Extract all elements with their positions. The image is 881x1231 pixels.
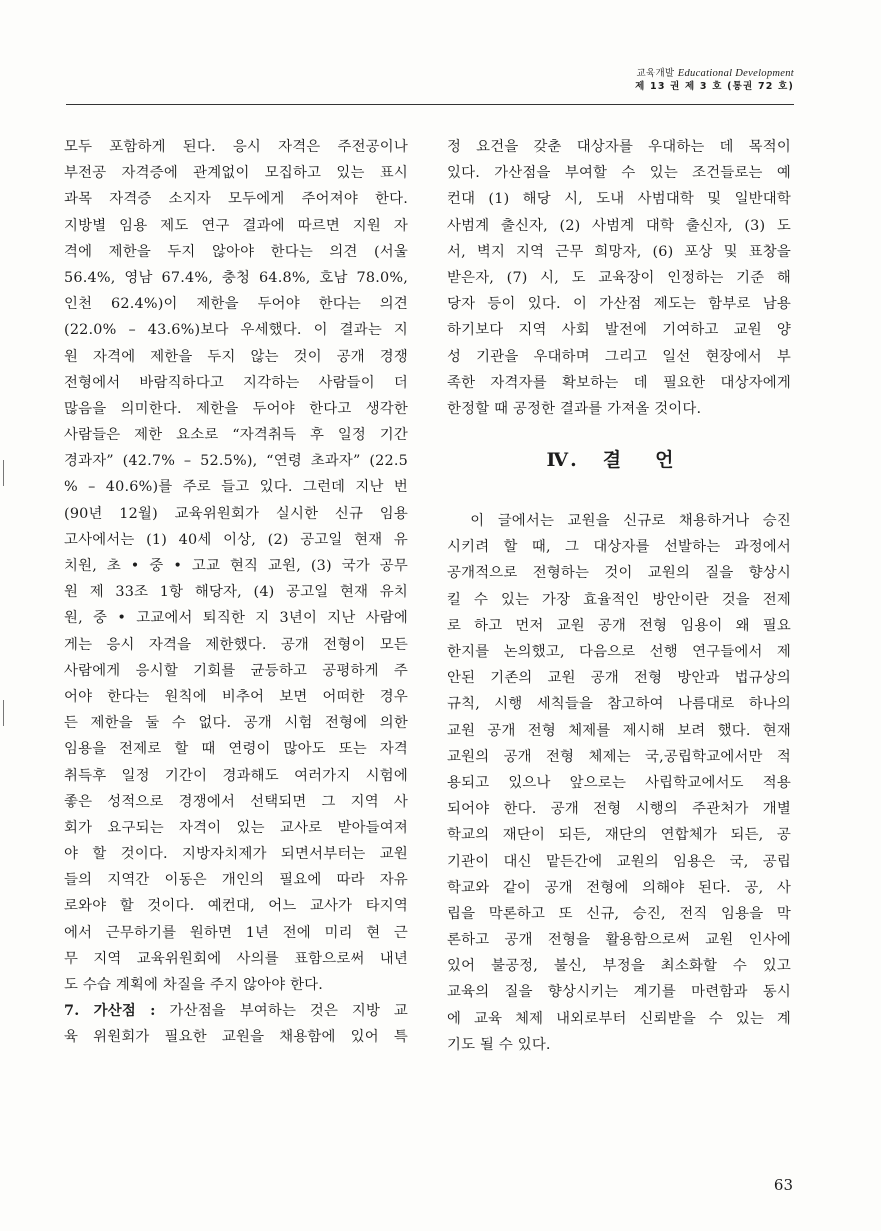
item-7-text: 가산점을 부여하는 것은 지방 교	[155, 1003, 408, 1020]
conclusion-line: 되어야 한다. 공개 전형 시행의 주관처가 개별	[447, 801, 791, 818]
right-column-top-line: 성 기관을 우대하며 그리고 일선 현장에서 부	[447, 348, 791, 365]
left-column-line: 모두 포함하게 된다. 응시 자격은 주전공이나	[64, 139, 408, 155]
right-column-top-line: 받은자, (7) 시, 도 교육장이 인정하는 기준 해	[447, 269, 791, 286]
item-7-label: 7. 가산점 :	[64, 1002, 156, 1020]
conclusion-body	[447, 508, 791, 1058]
left-column-line: 사람들은 제한 요소로 “자격취득 후 일정 기간	[64, 427, 408, 444]
left-column-line: 로와야 할 것이다. 예컨대, 어느 교사가 타지역	[64, 898, 408, 915]
right-column-top-line: 컨대 (1) 해당 시, 도내 사범대학 및 일반대학	[447, 191, 791, 208]
conclusion-line: 교원의 공개 전형 체제는 국,공립학교에서만 적	[447, 748, 791, 765]
journal-title	[635, 68, 794, 80]
left-column-line: 들의 지역간 이동은 개인의 필요에 따라 자유	[64, 872, 408, 889]
conclusion-line: 교원 공개 전형 체제를 제시해 보려 했다. 현재	[447, 722, 791, 739]
left-column-line: (90년 12월) 교육위원회가 실시한 신규 임용	[64, 505, 408, 522]
left-column-line: 지방별 임용 제도 연구 결과에 따르면 지원 자	[64, 217, 408, 234]
section-title-word-1: 결	[602, 449, 624, 472]
right-column-top-line: 하기보다 지역 사회 발전에 기여하고 교원 양	[447, 322, 791, 339]
right-column-top-body	[447, 134, 791, 422]
left-column-line: (22.0% – 43.6%)보다 우세했다. 이 결과는 지	[64, 322, 408, 339]
left-column-line: 야 할 것이다. 지방자치제가 되면서부터는 교원	[64, 846, 408, 863]
right-column-top-line: 족한 자격자를 확보하는 데 필요한 대상자에게	[447, 374, 791, 391]
conclusion-line: 시키려 할 때, 그 대상자를 선발하는 과정에서	[447, 539, 791, 556]
section-number: Ⅳ.	[546, 449, 579, 472]
left-column-line: 사람에게 응시할 기회를 균등하고 공평하게 주	[64, 662, 408, 679]
left-column-line: 고사에서는 (1) 40세 이상, (2) 공고일 현재 유	[64, 531, 408, 548]
conclusion-line: 용되고 있으나 앞으로는 사립학교에서도 적용	[447, 774, 791, 791]
left-column-line: 부전공 자격증에 관계없이 모집하고 있는 표시	[64, 165, 408, 182]
left-column-line: 인천 62.4%)이 제한을 두어야 한다는 의견	[64, 296, 408, 313]
right-column-top-line: 있다. 가산점을 부여할 수 있는 조건들로는 예	[447, 165, 791, 182]
issue-info: 제 13 권 제 3 호 (통권 72 호)	[635, 81, 794, 92]
right-column-top-line: 한정할 때 공정한 결과를 가져올 것이다.	[447, 400, 702, 417]
right-column-top-line: 사범계 출신자, (2) 사범계 대학 출신자, (3) 도	[447, 217, 791, 234]
left-column	[64, 134, 408, 1051]
left-column-line: 경과자” (42.7% – 52.5%), “연령 초과자” (22.5	[64, 453, 408, 470]
conclusion-line: 로 하고 먼저 교원 공개 전형 임용이 왜 필요	[447, 617, 791, 634]
journal-title-korean: 교육개발	[636, 68, 675, 79]
section-heading	[447, 442, 791, 478]
left-column-line: 많음을 의미한다. 제한을 두어야 한다고 생각한	[64, 400, 408, 417]
left-column-line: 에서 근무하기를 원하면 1년 전에 미리 현 근	[64, 924, 408, 941]
conclusion-line: 한지를 논의했고, 다음으로 선행 연구들에서 제	[447, 644, 791, 660]
conclusion-line: 에 교육 체제 내외로부터 신뢰받을 수 있는 계	[447, 1010, 791, 1027]
right-column-top-line: 서, 벽지 지역 근무 희망자, (6) 포상 및 표창을	[447, 243, 791, 260]
left-column-line: 무 지역 교육위원회에 사의를 표함으로써 내년	[64, 950, 408, 967]
left-column-line: 취득후 일정 기간이 경과해도 여러가지 시험에	[64, 767, 408, 784]
left-column-line: 임용을 전제로 할 때 연령이 많아도 또는 자격	[64, 741, 408, 758]
left-column-line: 게는 응시 자격을 제한했다. 공개 전형이 모든	[64, 636, 408, 653]
running-header	[635, 68, 794, 94]
left-column-line: 어야 한다는 원칙에 비추어 보면 어떠한 경우	[64, 688, 408, 705]
left-column-line: 원 제 33조 1항 해당자, (4) 공고일 현재 유치	[64, 584, 408, 601]
conclusion-line: 립을 막론하고 또 신규, 승진, 전직 임용을 막	[447, 905, 791, 922]
conclusion-line: 학교와 같이 공개 전형에 의해야 된다. 공, 사	[447, 879, 791, 896]
item-7-line-1	[64, 998, 408, 1024]
right-column-top-line: 당자 등이 있다. 이 가산점 제도는 함부로 남용	[447, 296, 791, 313]
header-rule	[66, 104, 794, 105]
conclusion-line: 공개적으로 전형하는 것이 교원의 질을 향상시	[447, 565, 791, 582]
left-column-line: 전형에서 바람직하다고 지각하는 사람들이 더	[64, 374, 408, 391]
left-column-line: 든 제한을 둘 수 없다. 공개 시험 전형에 의한	[64, 715, 408, 732]
conclusion-line: 론하고 공개 전형을 활용함으로써 교원 인사에	[447, 932, 791, 949]
conclusion-line: 있어 불공정, 불신, 부정을 최소화할 수 있고	[447, 958, 791, 975]
conclusion-line: 규칙, 시행 세칙들을 참고하여 나름대로 하나의	[447, 696, 791, 713]
conclusion-line: 학교의 재단이 되든, 재단의 연합체가 되든, 공	[447, 827, 791, 844]
conclusion-line: 안된 기존의 교원 공개 전형 방안과 법규상의	[447, 670, 791, 687]
left-column-line: 56.4%, 영남 67.4%, 충청 64.8%, 호남 78.0%,	[64, 269, 408, 286]
left-column-line: % – 40.6%)를 주로 들고 있다. 그런데 지난 번	[64, 479, 408, 496]
left-column-line: 원, 중 • 고교에서 퇴직한 지 3년이 지난 사람에	[64, 610, 408, 627]
conclusion-line: 기도 될 수 있다.	[447, 1036, 551, 1053]
left-column-line: 회가 요구되는 자격이 있는 교사로 받아들여져	[64, 819, 408, 836]
left-column-line: 격에 제한을 두지 않아야 한다는 의견 (서울	[64, 243, 408, 260]
margin-mark	[3, 700, 4, 726]
section-title-word-2: 언	[655, 449, 676, 472]
right-column-top-line: 정 요건을 갖춘 대상자를 우대하는 데 목적이	[447, 139, 791, 155]
journal-title-english: Educational Development	[677, 68, 794, 79]
left-column-line: 과목 자격증 소지자 모두에게 주어져야 한다.	[64, 191, 408, 208]
margin-mark	[3, 460, 4, 486]
item-7-line-2: 육 위원회가 필요한 교원을 채용함에 있어 특	[64, 1029, 408, 1046]
conclusion-line: 킬 수 있는 가장 효율적인 방안이란 것을 전제	[447, 591, 791, 608]
conclusion-line: 이 글에서는 교원을 신규로 채용하거나 승진	[447, 513, 791, 530]
conclusion-line: 기관이 대신 맡든간에 교원의 임용은 국, 공립	[447, 853, 791, 870]
right-column	[447, 134, 791, 1058]
conclusion-line: 교육의 질을 향상시키는 계기를 마련함과 동시	[447, 984, 791, 1001]
left-column-line: 도 수습 계획에 차질을 주지 않아야 한다.	[64, 977, 324, 993]
left-column-line: 좋은 성적으로 경쟁에서 선택되면 그 지역 사	[64, 793, 408, 810]
left-column-line: 원 자격에 제한을 두지 않는 것이 공개 경쟁	[64, 348, 408, 365]
left-column-body	[64, 134, 408, 998]
left-column-line: 치원, 초 • 중 • 고교 현직 교원, (3) 국가 공무	[64, 558, 408, 574]
page-number: 63	[773, 1176, 793, 1194]
